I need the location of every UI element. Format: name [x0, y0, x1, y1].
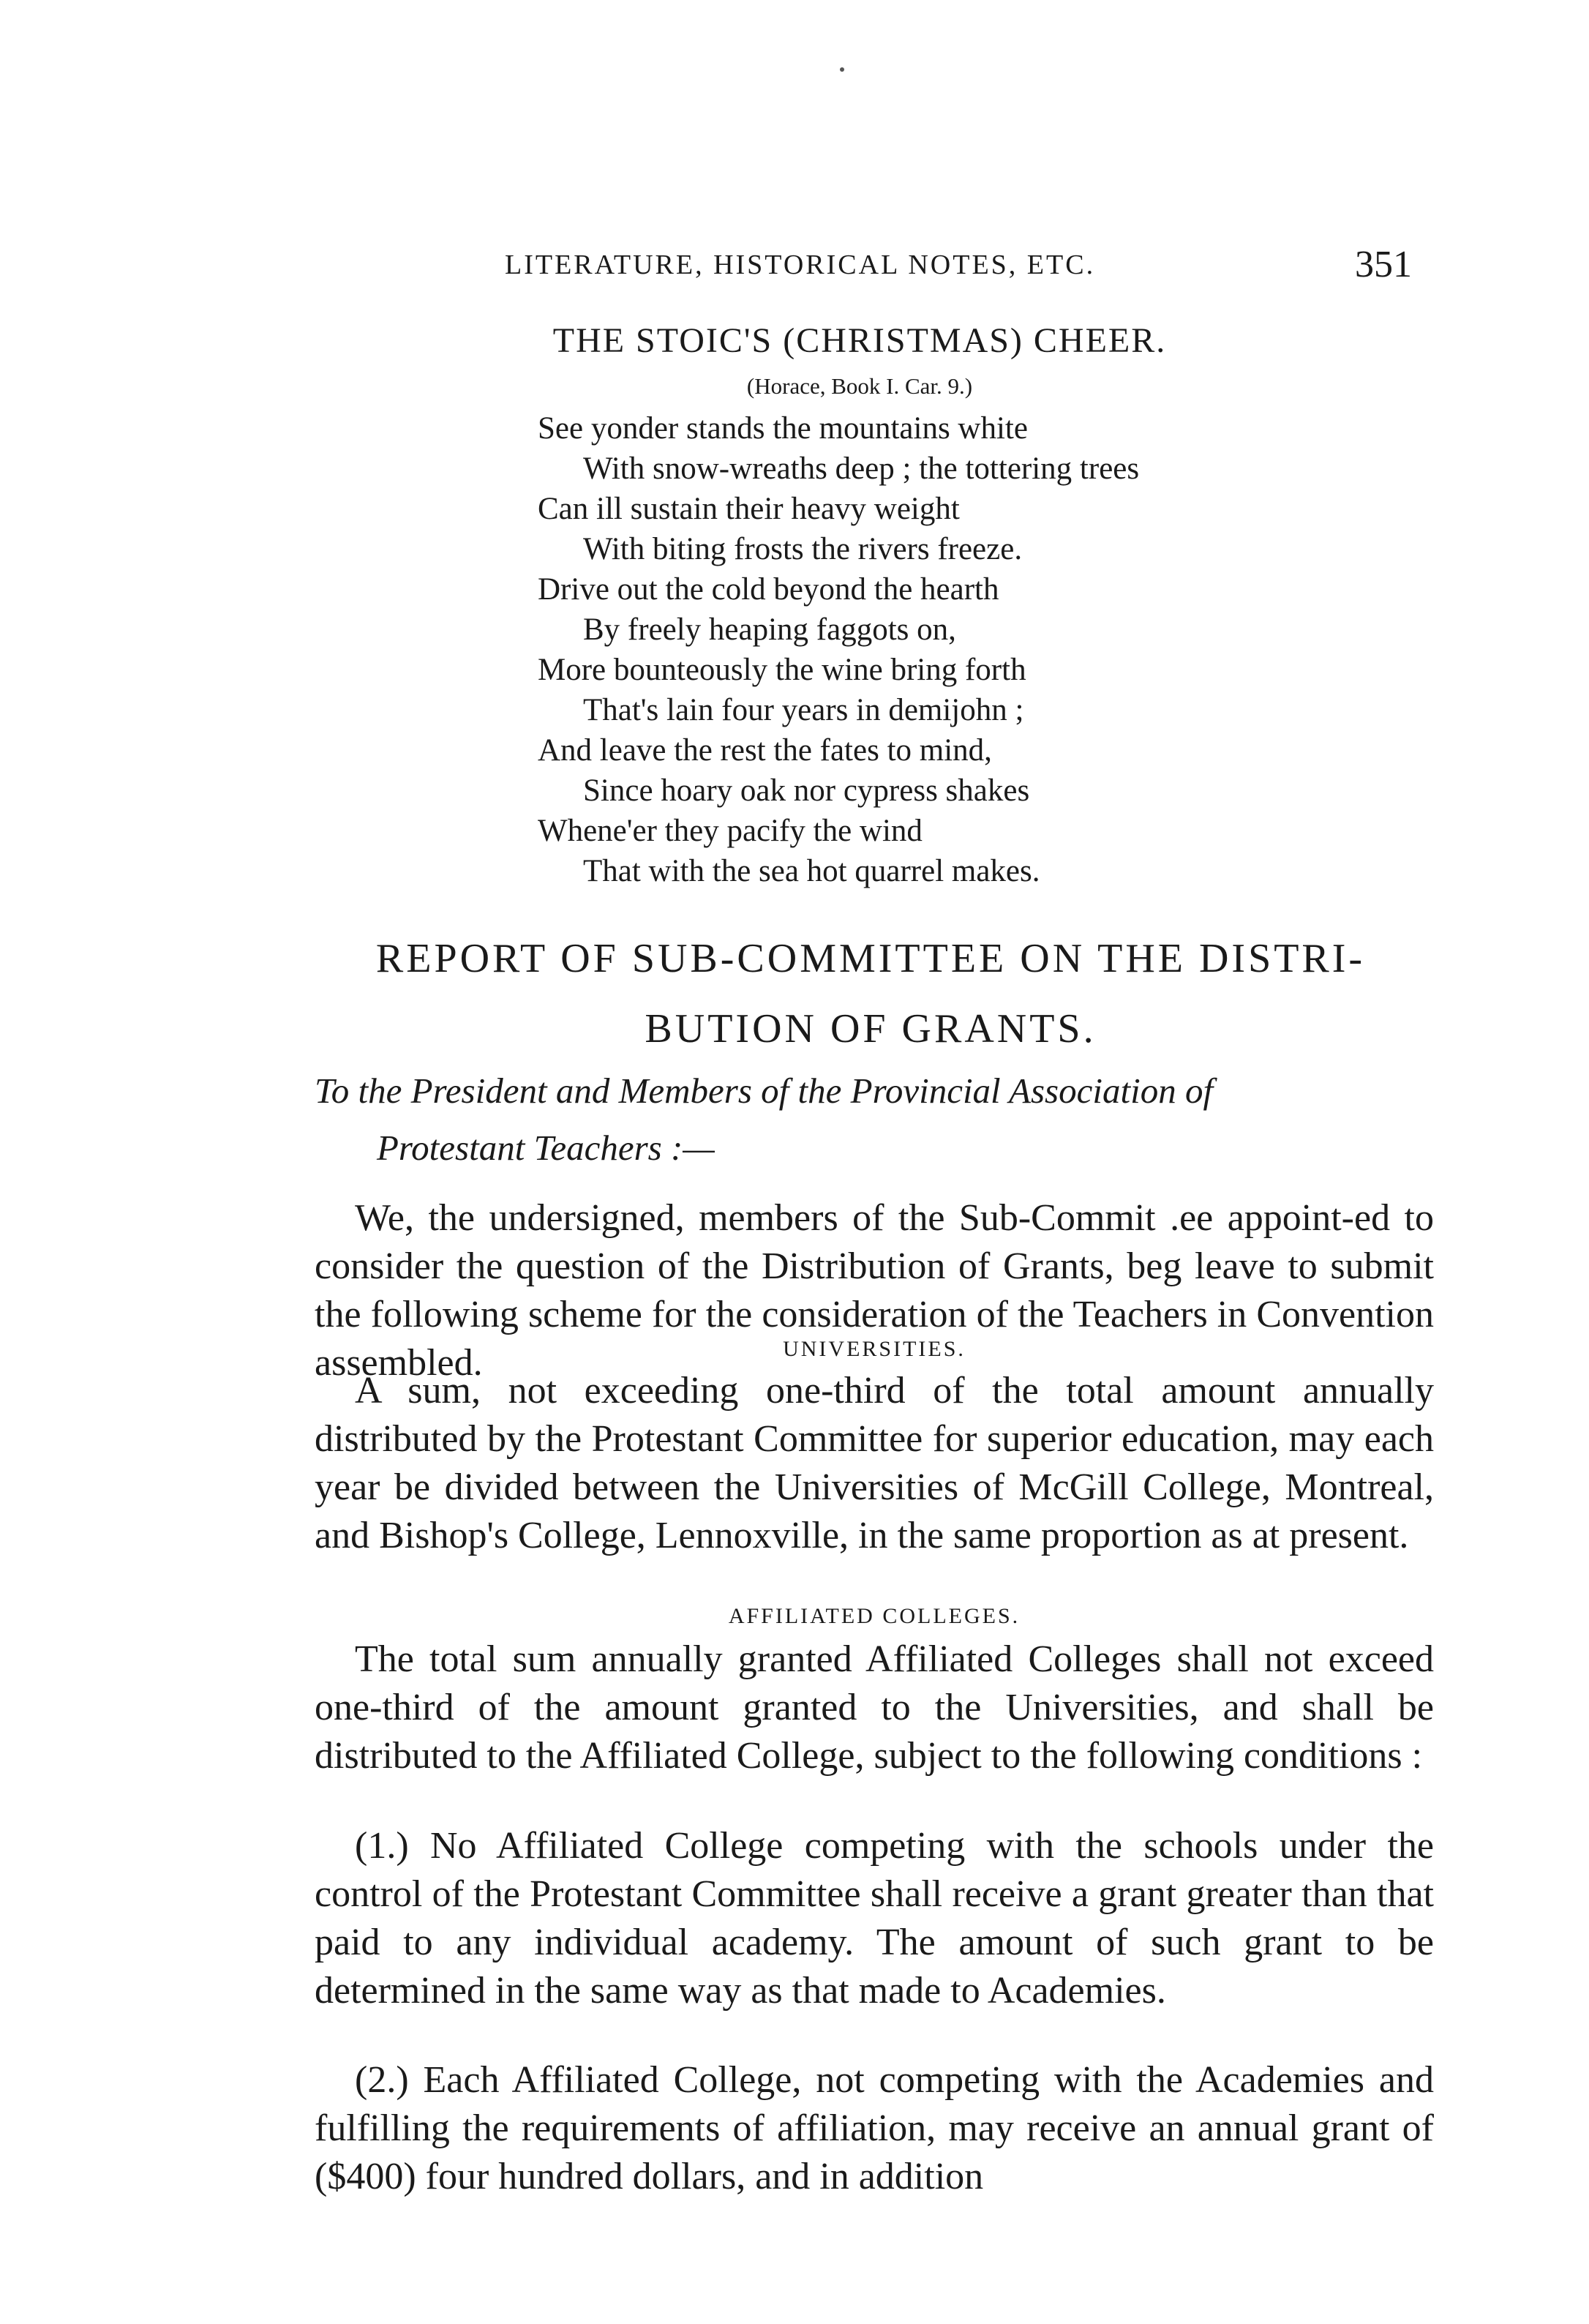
- poem-line: Whene'er they pacify the wind: [538, 814, 923, 848]
- poem-line: That's lain four years in demijohn ;: [583, 693, 1024, 727]
- running-header: [505, 243, 1412, 287]
- salutation-line: To the President and Members of the Provincial Association of: [315, 1071, 1214, 1111]
- poem-line: Can ill sustain their heavy weight: [538, 492, 960, 526]
- salutation-line: Protestant Teachers :—: [377, 1128, 715, 1168]
- poem-line: By freely heaping faggots on,: [583, 612, 956, 647]
- poem-title: THE STOIC'S (CHRISTMAS) CHEER.: [552, 321, 1167, 360]
- salutation: [315, 1062, 1441, 1177]
- poem-line: With snow-wreaths deep ; the tottering trees: [583, 451, 1140, 486]
- poem-line: Drive out the cold beyond the hearth: [538, 572, 999, 607]
- poem-source: (Horace, Book I. Car. 9.): [746, 373, 973, 399]
- poem-line: With biting frosts the rivers freeze.: [583, 532, 1023, 566]
- condition-2-paragraph: (2.) Each Affiliated College, not competing with the Academies and fulfilling the requirements of affiliation, may receive an annual grant of ($400) four hundred dollars, and in addition: [315, 2059, 1434, 2197]
- scan-speck: [840, 67, 844, 72]
- universities-paragraph: A sum, not exceeding one-third of the total amount annually distributed by the Protestant Committee for superior education, may each year be divided between the Universities of McGill College, Montreal, and Bishop's College, Lennoxville, in the same proportion as at present.: [315, 1370, 1434, 1556]
- poem-line: See yonder stands the mountains white: [538, 411, 1028, 446]
- poem-line: More bounteously the wine bring forth: [538, 653, 1026, 687]
- report-title-line: REPORT OF SUB-COMMITTEE ON THE DISTRI-: [375, 936, 1366, 981]
- poem-body: [538, 408, 1342, 891]
- section-heading-universities: UNIVERSITIES.: [783, 1337, 966, 1361]
- report-title: [307, 923, 1434, 1064]
- report-title-line: BUTION OF GRANTS.: [645, 1006, 1097, 1052]
- condition-1-paragraph: (1.) No Affiliated College competing with the schools under the control of the Protestant Committee shall receive a grant greater than that paid to any individual academy. The amount of such grant to be determined in the same way as that made to Academies.: [315, 1825, 1434, 2012]
- section-heading-affiliated-colleges: AFFILIATED COLLEGES.: [728, 1604, 1021, 1628]
- poem-line: Since hoary oak nor cypress shakes: [583, 773, 1030, 808]
- running-title: LITERATURE, HISTORICAL NOTES, ETC.: [505, 250, 1096, 280]
- affiliated-colleges-paragraph: The total sum annually granted Affiliated Colleges shall not exceed one-third of the amount granted to the Universities, and shall be distributed to the Affiliated College, subject to the following conditions :: [315, 1638, 1434, 1777]
- poem-line: And leave the rest the fates to mind,: [538, 733, 992, 768]
- page-number: 351: [1355, 244, 1412, 285]
- intro-paragraph: We, the undersigned, members of the Sub-Commit .ee appoint-ed to consider the question of the Distribution of Grants, beg leave to submit the following scheme for the consideration of the Teachers in Convention assembled.: [315, 1197, 1434, 1384]
- poem-line: That with the sea hot quarrel makes.: [583, 854, 1040, 888]
